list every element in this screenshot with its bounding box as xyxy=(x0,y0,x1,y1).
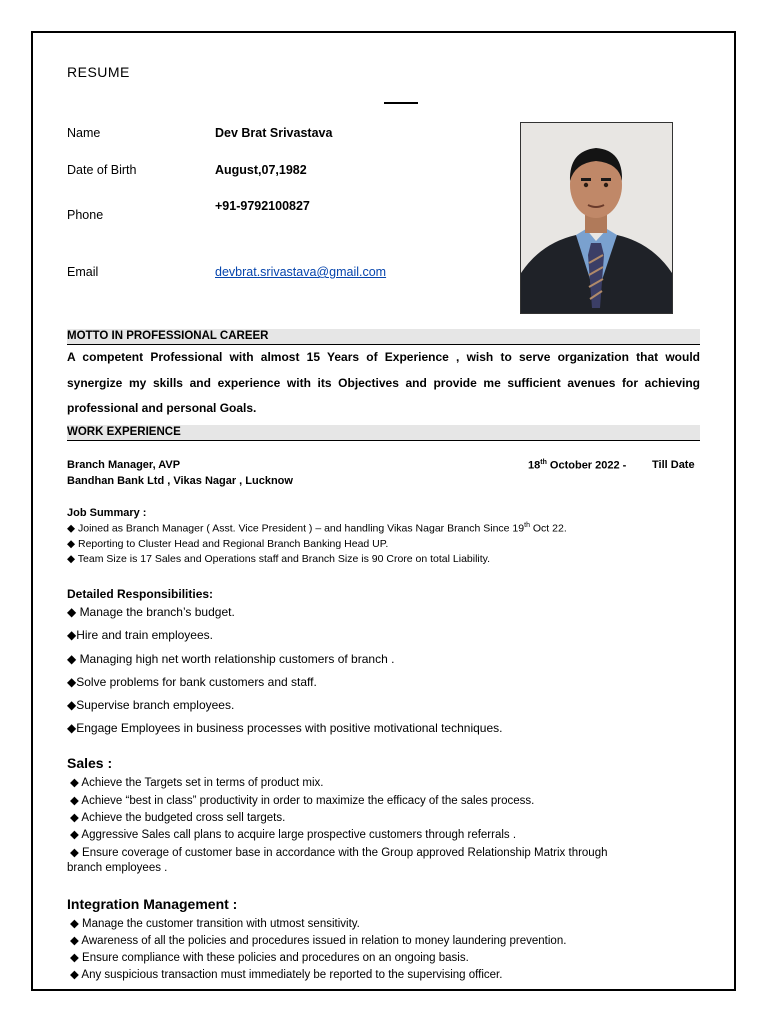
title-underline-divider xyxy=(384,102,418,104)
phone-label: Phone xyxy=(67,208,104,222)
responsibility-item: ◆ Manage the branch’s budget. xyxy=(67,605,235,619)
job-summary-item xyxy=(67,522,567,535)
responsibility-item: ◆Hire and train employees. xyxy=(67,628,213,642)
email-label: Email xyxy=(67,265,99,279)
name-value: Dev Brat Srivastava xyxy=(215,126,333,140)
integration-item: ◆ Awareness of all the policies and procedures issued in relation to money laundering prevention. xyxy=(70,935,567,947)
sales-item: ◆ Achieve the budgeted cross sell targets. xyxy=(70,812,286,824)
summary-item-1-text: ◆ Joined as Branch Manager ( Asst. Vice President ) – and handling Vikas Nagar Branch Since 19 xyxy=(67,522,525,535)
email-value[interactable] xyxy=(215,265,386,279)
job-end-date: Till Date xyxy=(652,459,695,471)
resume-title: RESUME xyxy=(67,64,130,80)
responsibility-item: ◆ Managing high net worth relationship customers of branch . xyxy=(67,652,395,666)
integration-item: ◆ Any suspicious transaction must immediately be reported to the supervising officer. xyxy=(70,969,503,981)
job-start-date xyxy=(528,459,626,472)
sales-heading: Sales : xyxy=(67,755,113,771)
integration-management-heading: Integration Management : xyxy=(67,896,238,912)
profile-photo-illustration xyxy=(521,123,672,313)
phone-value: +91-9792100827 xyxy=(215,199,310,213)
sales-item: ◆ Achieve “best in class” productivity in order to maximize the efficacy of the sales process. xyxy=(70,795,535,807)
dob-value: August,07,1982 xyxy=(215,163,307,177)
sales-item: ◆ Achieve the Targets set in terms of product mix. xyxy=(70,777,324,789)
profile-photo xyxy=(520,122,673,314)
job-role: Branch Manager, AVP xyxy=(67,459,181,471)
sales-item: ◆ Aggressive Sales call plans to acquire large prospective customers through referrals . xyxy=(70,829,517,841)
job-start-month-year: October 2022 - xyxy=(546,459,627,472)
summary-item-1-end: Oct 22. xyxy=(529,522,567,535)
job-summary-heading: Job Summary : xyxy=(67,507,147,519)
job-start-day: 18 xyxy=(528,459,541,472)
detailed-responsibilities-heading: Detailed Responsibilities: xyxy=(67,587,214,601)
email-link[interactable]: devbrat.srivastava@gmail.com xyxy=(215,265,387,279)
job-employer: Bandhan Bank Ltd , Vikas Nagar , Lucknow xyxy=(67,475,293,487)
responsibility-item: ◆Engage Employees in business processes with positive motivational techniques. xyxy=(67,721,503,735)
responsibility-item: ◆Solve problems for bank customers and staff. xyxy=(67,675,317,689)
work-experience-heading: WORK EXPERIENCE xyxy=(67,425,700,441)
integration-item: ◆ Manage the customer transition with utmost sensitivity. xyxy=(70,918,360,930)
sales-item: ◆ Ensure coverage of customer base in accordance with the Group approved Relationship Matrix through xyxy=(70,847,608,859)
job-start-day-suffix: th xyxy=(540,459,547,466)
summary-item-1-suffix: th xyxy=(524,522,530,529)
motto-text: A competent Professional with almost 15 Years of Experience , wish to serve organization that would synergize my skills and experience with its Objectives and provide me sufficient avenues for achieving professional and personal Goals. xyxy=(67,350,700,415)
job-summary-item: ◆ Reporting to Cluster Head and Regional Branch Banking Head UP. xyxy=(67,538,389,550)
name-label: Name xyxy=(67,126,101,140)
responsibility-item: ◆Supervise branch employees. xyxy=(67,698,235,712)
motto-section-heading: MOTTO IN PROFESSIONAL CAREER xyxy=(67,329,700,345)
job-summary-item: ◆ Team Size is 17 Sales and Operations staff and Branch Size is 90 Crore on total Liability. xyxy=(67,553,491,565)
dob-label: Date of Birth xyxy=(67,163,137,177)
sales-item-continuation: branch employees . xyxy=(67,862,168,874)
integration-item: ◆ Ensure compliance with these policies and procedures on an ongoing basis. xyxy=(70,952,469,964)
